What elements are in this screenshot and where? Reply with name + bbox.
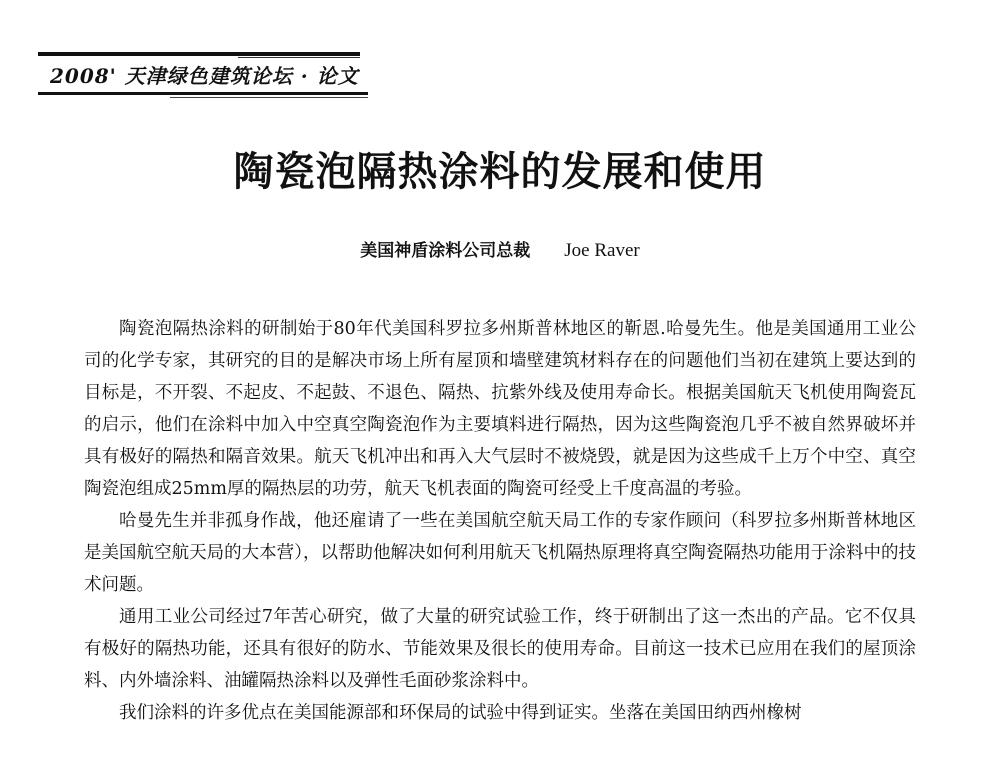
author-line [0, 236, 1000, 262]
header-rule-bottom-thin [170, 97, 368, 98]
body-paragraph-4: 我们涂料的许多优点在美国能源部和环保局的试验中得到证实。坐落在美国田纳西州橡树 [119, 703, 802, 723]
header-rule-bottom [38, 92, 368, 95]
running-header: 2008' 天津绿色建筑论坛 · 论文 [50, 64, 359, 88]
article-title: 陶瓷泡隔热涂料的发展和使用 [233, 149, 767, 195]
author-affiliation: 美国神盾涂料公司总裁 [360, 241, 531, 261]
author-name: Joe Raver [564, 240, 640, 261]
header-rule-top-thin [238, 57, 360, 58]
header-rule-top [38, 52, 360, 56]
body-paragraph-2: 哈曼先生并非孤身作战，他还雇请了一些在美国航空航天局工作的专家作顾问（科罗拉多州斯普林地区是美国航空航天局的大本营），以帮助他解决如何利用航天飞机隔热原理将真空陶瓷隔热功能用于涂料中的技术问题。 [84, 511, 916, 595]
body-paragraph-1: 陶瓷泡隔热涂料的研制始于80年代美国科罗拉多州斯普林地区的靳恩.哈曼先生。他是美国通用工业公司的化学专家，其研究的目的是解决市场上所有屋顶和墙壁建筑材料存在的问题他们当初在建筑上要达到的目标是，不开裂、不起皮、不起鼓、不退色、隔热、抗紫外线及使用寿命长。根据美国航天飞机使用陶瓷瓦的启示，他们在涂料中加入中空真空陶瓷泡作为主要填料进行隔热，因为这些陶瓷泡几乎不被自然界破坏并具有极好的隔热和隔音效果。航天飞机冲出和再入大气层时不被烧毁，就是因为这些成千上万个中空、真空陶瓷泡组成25mm厚的隔热层的功劳，航天飞机表面的陶瓷可经受上千度高温的考验。 [84, 319, 916, 499]
article-body [84, 313, 916, 729]
body-paragraph-3: 通用工业公司经过7年苦心研究，做了大量的研究试验工作，终于研制出了这一杰出的产品。它不仅具有极好的隔热功能，还具有很好的防水、节能效果及很长的使用寿命。目前这一技术已应用在我们的屋顶涂料、内外墙涂料、油罐隔热涂料以及弹性毛面砂浆涂料中。 [84, 607, 916, 691]
